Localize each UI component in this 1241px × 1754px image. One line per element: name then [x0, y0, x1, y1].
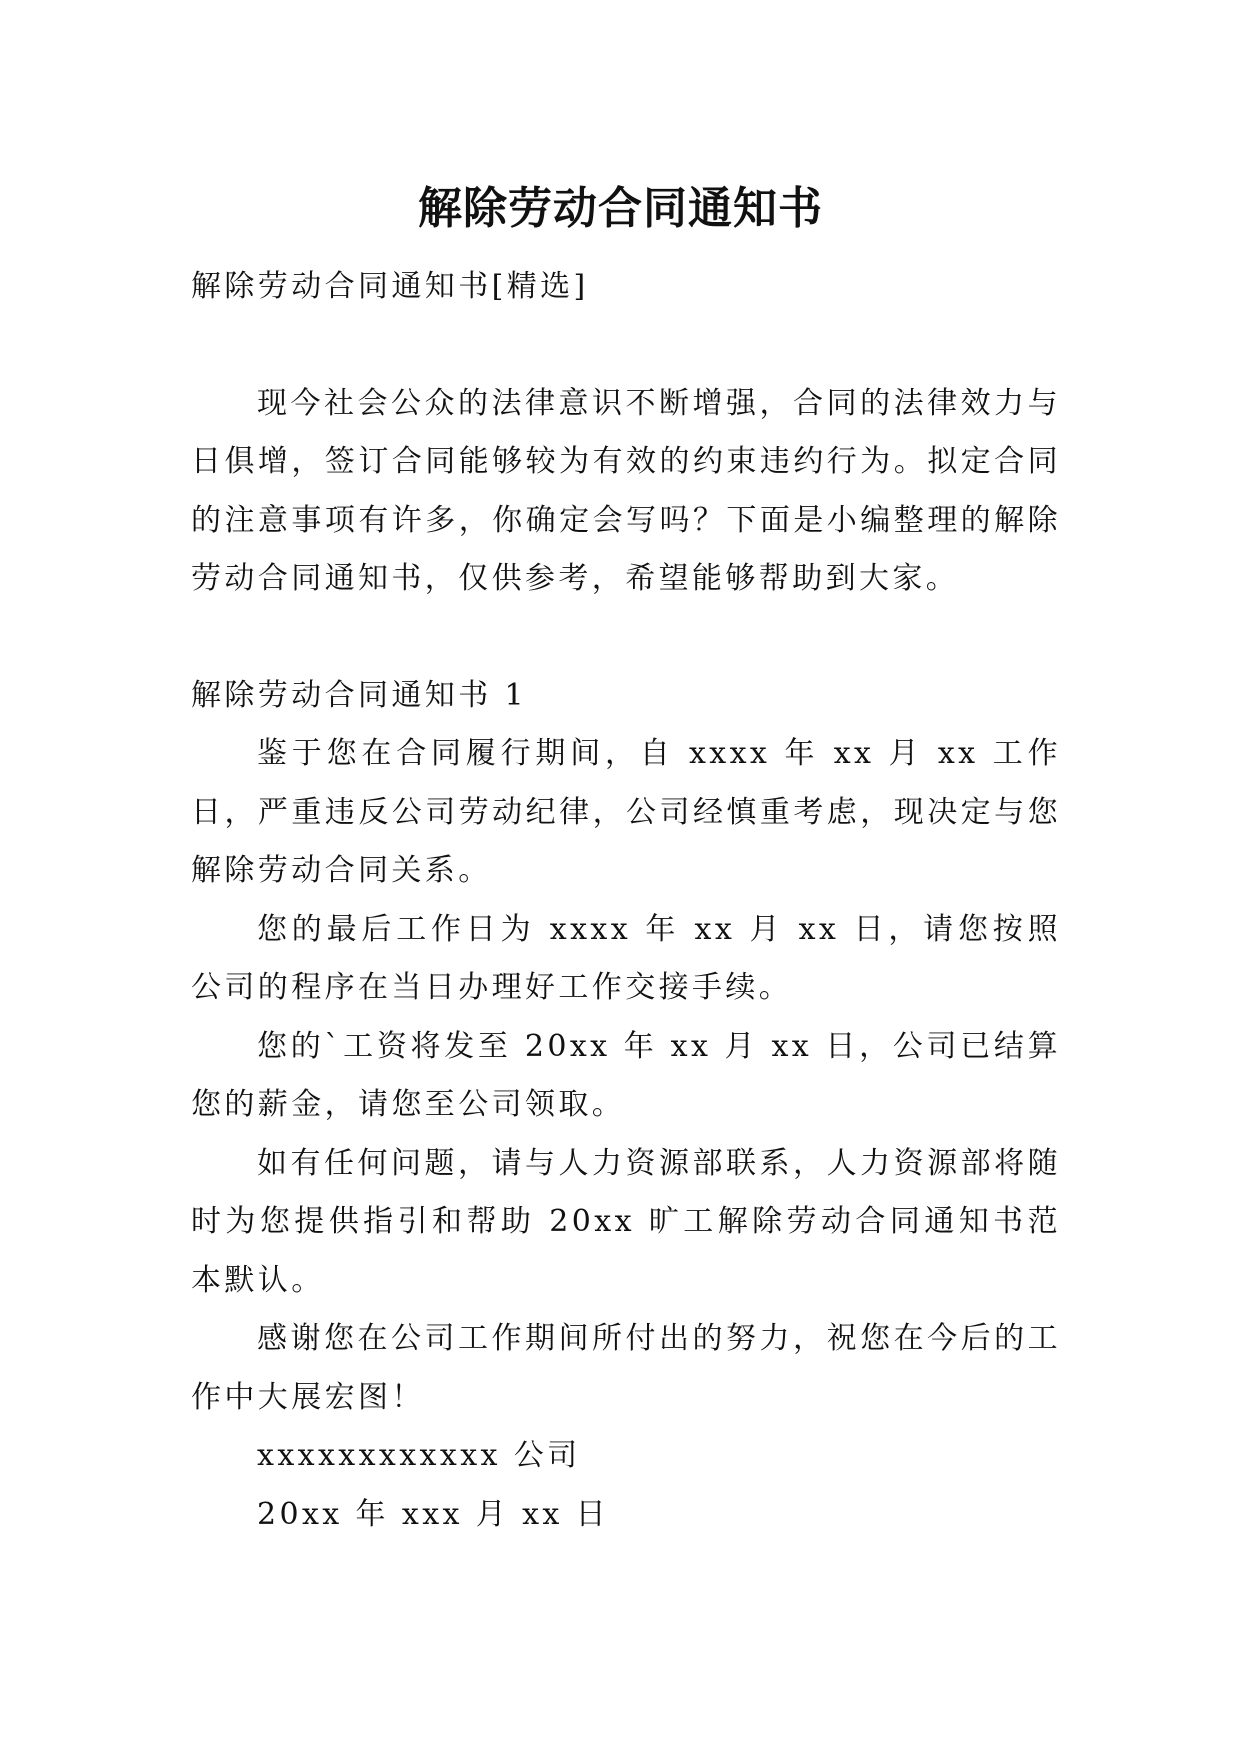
document-subtitle: 解除劳动合同通知书[精选]: [191, 269, 589, 304]
body-paragraph: 鉴于您在合同履行期间，自 xxxx 年 xx 月 xx 工作日，严重违反公司劳动纪律，公司经慎重考虑，现决定与您解除劳动合同关系。: [191, 736, 1061, 888]
page-title: 解除劳动合同通知书: [418, 183, 823, 235]
body-paragraph: 感谢您在公司工作期间所付出的努力，祝您在今后的工作中大展宏图！: [191, 1321, 1061, 1415]
signature-date: 20xx 年 xxx 月 xx 日: [257, 1496, 610, 1532]
intro-paragraph: 现今社会公众的法律意识不断增强，合同的法律效力与日俱增，签订合同能够较为有效的约束违约行为。拟定合同的注意事项有许多，你确定会写吗？下面是小编整理的解除劳动合同通知书，仅供参考，希望能够帮助到大家。: [191, 385, 1061, 596]
body-paragraph: 如有任何问题，请与人力资源部联系，人力资源部将随时为您提供指引和帮助 20xx 旷工解除劳动合同通知书范本默认。: [191, 1145, 1061, 1298]
body-paragraph: 您的最后工作日为 xxxx 年 xx 月 xx 日，请您按照公司的程序在当日办理好工作交接手续。: [191, 911, 1061, 1005]
section-heading: 解除劳动合同通知书 1: [191, 677, 528, 713]
document-body: [191, 258, 1061, 1544]
signature-company: xxxxxxxxxxxx 公司: [257, 1438, 581, 1473]
body-paragraph: 您的`工资将发至 20xx 年 xx 月 xx 日，公司已结算您的薪金，请您至公司领取。: [191, 1028, 1061, 1122]
